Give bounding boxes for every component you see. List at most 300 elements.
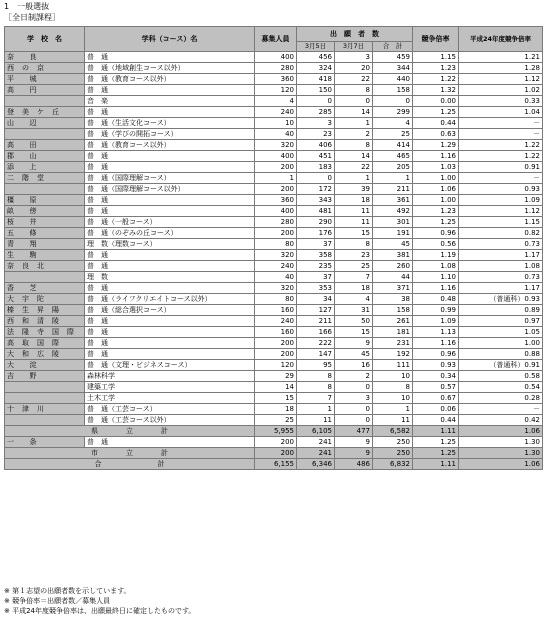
competition-ratio: 0.67 <box>413 393 459 404</box>
capacity: 80 <box>255 239 297 250</box>
capacity: 240 <box>255 316 297 327</box>
applicants-total: 25 <box>373 129 413 140</box>
applicants-total: 361 <box>373 195 413 206</box>
capacity: 80 <box>255 294 297 305</box>
applicants-mar7: 15 <box>335 327 373 338</box>
applicants-mar5: 418 <box>297 74 335 85</box>
applicants-mar7: 23 <box>335 250 373 261</box>
course-name: 普 通 <box>85 316 255 327</box>
header-row <box>5 27 543 42</box>
competition-ratio: 1.19 <box>413 250 459 261</box>
applicants-mar7: 31 <box>335 305 373 316</box>
prev-ratio: 0.58 <box>459 371 543 382</box>
total-label: 合 計 <box>5 459 255 470</box>
school-name: 二 階 堂 <box>5 173 85 184</box>
applicants-total: 371 <box>373 283 413 294</box>
competition-ratio: 1.08 <box>413 261 459 272</box>
capacity: 10 <box>255 118 297 129</box>
capacity: 360 <box>255 195 297 206</box>
table-row <box>5 250 543 261</box>
competition-ratio: 0.00 <box>413 96 459 107</box>
applicants-mar5: 1 <box>297 404 335 415</box>
prev-ratio: 1.00 <box>459 338 543 349</box>
school-name <box>5 96 85 107</box>
competition-ratio: 1.06 <box>413 184 459 195</box>
applicants-mar5: 343 <box>297 195 335 206</box>
school-name: 平 城 <box>5 74 85 85</box>
course-name: 普 通（工芸コース） <box>85 404 255 415</box>
applicants-mar7: 22 <box>335 162 373 173</box>
footnote: ※ 第１志望の出願者数を示しています。 <box>4 587 131 595</box>
school-name: 十 津 川 <box>5 404 85 415</box>
table-row <box>5 382 543 393</box>
prev-ratio: 0.93 <box>459 184 543 195</box>
applicants-mar5: 183 <box>297 162 335 173</box>
course-name: 普 通（地域創生コース以外） <box>85 63 255 74</box>
applicants-mar5: 11 <box>297 415 335 426</box>
applicants-mar5: 358 <box>297 250 335 261</box>
prev-ratio: 0.88 <box>459 349 543 360</box>
applicants-total: 0 <box>373 96 413 107</box>
table-row <box>5 393 543 404</box>
applicants-mar5: 147 <box>297 349 335 360</box>
course-name: 普 通（工芸コース以外） <box>85 415 255 426</box>
competition-ratio: 0.44 <box>413 415 459 426</box>
applicants-total: 38 <box>373 294 413 305</box>
course-name: 普 通（学びの開拓コース） <box>85 129 255 140</box>
applicants-mar7: 18 <box>335 195 373 206</box>
applicants-mar5: 456 <box>297 52 335 63</box>
applicants-total: 4 <box>373 118 413 129</box>
header-capacity: 募集人員 <box>255 27 297 52</box>
capacity: 200 <box>255 349 297 360</box>
school-name: 高 取 国 際 <box>5 338 85 349</box>
course-name: 普 通 <box>85 283 255 294</box>
school-name: 畝 傍 <box>5 206 85 217</box>
applicants-total: 1 <box>373 173 413 184</box>
capacity: 280 <box>255 217 297 228</box>
applicants-total: 301 <box>373 217 413 228</box>
total-label: 県 立 計 <box>5 426 255 437</box>
applicants-mar5: 0 <box>297 96 335 107</box>
course-name: 土木工学 <box>85 393 255 404</box>
table-row <box>5 316 543 327</box>
table-row <box>5 415 543 426</box>
competition-ratio: 1.25 <box>413 448 459 459</box>
applicants-mar7: 9 <box>335 338 373 349</box>
applicants-mar5: 222 <box>297 338 335 349</box>
table-row <box>5 173 543 184</box>
course-name: 普 通 <box>85 261 255 272</box>
school-name: 高 円 <box>5 85 85 96</box>
school-name: 大 淀 <box>5 360 85 371</box>
school-name: 法 隆 寺 国 際 <box>5 327 85 338</box>
table-row <box>5 228 543 239</box>
competition-ratio: 1.22 <box>413 74 459 85</box>
applicants-mar5: 3 <box>297 118 335 129</box>
applicants-total: 11 <box>373 415 413 426</box>
prev-ratio: 1.17 <box>459 283 543 294</box>
prev-ratio: 0.82 <box>459 228 543 239</box>
applicants-mar5: 324 <box>297 63 335 74</box>
capacity: 280 <box>255 63 297 74</box>
capacity: 200 <box>255 228 297 239</box>
header-mar5: 3月5日 <box>297 42 335 52</box>
applicants-table <box>4 26 543 470</box>
prev-ratio: 1.21 <box>459 52 543 63</box>
page-subtitle: ［全日制課程］ <box>4 13 60 22</box>
table-row <box>5 272 543 283</box>
capacity: 320 <box>255 140 297 151</box>
capacity: 25 <box>255 415 297 426</box>
applicants-mar7: 15 <box>335 228 373 239</box>
prev-ratio: 1.22 <box>459 140 543 151</box>
table-row <box>5 162 543 173</box>
prev-ratio: 1.08 <box>459 261 543 272</box>
prev-ratio: 1.12 <box>459 206 543 217</box>
competition-ratio: 1.03 <box>413 162 459 173</box>
applicants-mar7: 22 <box>335 74 373 85</box>
capacity: 200 <box>255 448 297 459</box>
capacity: 400 <box>255 151 297 162</box>
course-name: 普 通 <box>85 52 255 63</box>
capacity: 5,955 <box>255 426 297 437</box>
competition-ratio: 1.10 <box>413 272 459 283</box>
school-name: 吉 野 <box>5 371 85 382</box>
school-name: 橿 原 <box>5 195 85 206</box>
competition-ratio: 0.57 <box>413 382 459 393</box>
applicants-mar5: 241 <box>297 437 335 448</box>
prev-ratio: 1.28 <box>459 63 543 74</box>
competition-ratio: 1.32 <box>413 85 459 96</box>
capacity: 18 <box>255 404 297 415</box>
table-row <box>5 129 543 140</box>
city-total-row <box>5 448 543 459</box>
prev-ratio: 0.73 <box>459 272 543 283</box>
table-row <box>5 52 543 63</box>
capacity: 15 <box>255 393 297 404</box>
table-row <box>5 151 543 162</box>
table-row <box>5 217 543 228</box>
course-name: 普 通（文理・ビジネスコース） <box>85 360 255 371</box>
table-row <box>5 305 543 316</box>
table-row <box>5 195 543 206</box>
applicants-mar7: 45 <box>335 349 373 360</box>
school-name: 大 宇 陀 <box>5 294 85 305</box>
capacity: 200 <box>255 437 297 448</box>
prev-ratio: 0.28 <box>459 393 543 404</box>
applicants-mar7: 0 <box>335 415 373 426</box>
applicants-mar7: 0 <box>335 382 373 393</box>
applicants-mar5: 34 <box>297 294 335 305</box>
course-name: 普 通 <box>85 162 255 173</box>
applicants-mar7: 9 <box>335 448 373 459</box>
applicants-mar5: 290 <box>297 217 335 228</box>
applicants-total: 158 <box>373 305 413 316</box>
course-name: 普 通（のぞみの丘コース） <box>85 228 255 239</box>
applicants-total: 6,582 <box>373 426 413 437</box>
competition-ratio: 0.96 <box>413 349 459 360</box>
school-name <box>5 184 85 195</box>
applicants-mar7: 8 <box>335 85 373 96</box>
prefecture-total-row <box>5 426 543 437</box>
applicants-total: 10 <box>373 393 413 404</box>
applicants-mar7: 1 <box>335 118 373 129</box>
school-name: 高 田 <box>5 140 85 151</box>
applicants-total: 6,832 <box>373 459 413 470</box>
capacity: 29 <box>255 371 297 382</box>
course-name: 普 通 <box>85 195 255 206</box>
capacity: 360 <box>255 74 297 85</box>
applicants-total: 231 <box>373 338 413 349</box>
applicants-mar7: 0 <box>335 404 373 415</box>
applicants-mar7: 3 <box>335 393 373 404</box>
applicants-mar5: 285 <box>297 107 335 118</box>
prev-ratio: 1.02 <box>459 85 543 96</box>
applicants-total: 459 <box>373 52 413 63</box>
prev-ratio: 0.91 <box>459 162 543 173</box>
applicants-mar7: 9 <box>335 437 373 448</box>
prev-ratio: 1.05 <box>459 327 543 338</box>
applicants-total: 44 <box>373 272 413 283</box>
header-total: 合 計 <box>373 42 413 52</box>
prev-ratio: 1.30 <box>459 437 543 448</box>
applicants-total: 191 <box>373 228 413 239</box>
school-name: 桜 井 <box>5 217 85 228</box>
applicants-total: 381 <box>373 250 413 261</box>
prev-ratio: 0.97 <box>459 316 543 327</box>
applicants-total: 261 <box>373 316 413 327</box>
prev-ratio: 1.09 <box>459 195 543 206</box>
course-name: 建築工学 <box>85 382 255 393</box>
capacity: 160 <box>255 305 297 316</box>
applicants-mar5: 235 <box>297 261 335 272</box>
applicants-mar7: 25 <box>335 261 373 272</box>
applicants-total: 492 <box>373 206 413 217</box>
prev-ratio: 1.06 <box>459 426 543 437</box>
course-name: 普 通（国際理解コース以外） <box>85 184 255 195</box>
applicants-mar5: 353 <box>297 283 335 294</box>
table-row <box>5 74 543 85</box>
school-name: 榛 生 昇 陽 <box>5 305 85 316</box>
prev-ratio: － <box>459 404 543 415</box>
competition-ratio: 1.29 <box>413 140 459 151</box>
applicants-mar7: 39 <box>335 184 373 195</box>
prev-ratio: － <box>459 129 543 140</box>
competition-ratio: 1.15 <box>413 52 459 63</box>
applicants-mar5: 406 <box>297 140 335 151</box>
header-applicants: 出 願 者 数 <box>297 27 413 42</box>
applicants-total: 205 <box>373 162 413 173</box>
course-name: 普 通 <box>85 107 255 118</box>
applicants-total: 10 <box>373 371 413 382</box>
prev-ratio: 1.22 <box>459 151 543 162</box>
applicants-total: 45 <box>373 239 413 250</box>
capacity: 160 <box>255 327 297 338</box>
prev-ratio: － <box>459 118 543 129</box>
applicants-total: 299 <box>373 107 413 118</box>
applicants-mar7: 14 <box>335 107 373 118</box>
applicants-mar7: 11 <box>335 206 373 217</box>
applicants-total: 344 <box>373 63 413 74</box>
grand-total-row <box>5 459 543 470</box>
competition-ratio: 1.25 <box>413 217 459 228</box>
applicants-mar7: 7 <box>335 272 373 283</box>
course-name: 普 通（生活文化コース） <box>85 118 255 129</box>
course-name: 普 通（国際理解コース） <box>85 173 255 184</box>
prev-ratio: 1.30 <box>459 448 543 459</box>
capacity: 200 <box>255 338 297 349</box>
applicants-mar7: 2 <box>335 371 373 382</box>
competition-ratio: 0.93 <box>413 360 459 371</box>
applicants-total: 1 <box>373 404 413 415</box>
school-name: 奈 良 <box>5 52 85 63</box>
course-name: 普 通（一般コース） <box>85 217 255 228</box>
competition-ratio: 1.00 <box>413 195 459 206</box>
prev-ratio: － <box>459 173 543 184</box>
course-name: 普 通（教育コース以外） <box>85 74 255 85</box>
applicants-mar7: 477 <box>335 426 373 437</box>
capacity: 400 <box>255 206 297 217</box>
applicants-total: 111 <box>373 360 413 371</box>
table-row <box>5 63 543 74</box>
competition-ratio: 1.23 <box>413 206 459 217</box>
table-row <box>5 437 543 448</box>
course-name: 普 通 <box>85 250 255 261</box>
table-row <box>5 294 543 305</box>
prev-ratio: 1.04 <box>459 107 543 118</box>
header-ratio: 競争倍率 <box>413 27 459 52</box>
school-name <box>5 272 85 283</box>
table-row <box>5 107 543 118</box>
school-name: 西 の 京 <box>5 63 85 74</box>
competition-ratio: 1.13 <box>413 327 459 338</box>
competition-ratio: 0.06 <box>413 404 459 415</box>
total-label: 市 立 計 <box>5 448 255 459</box>
competition-ratio: 1.16 <box>413 283 459 294</box>
prev-ratio: （普通科）0.93 <box>459 294 543 305</box>
course-name: 普 通（教育コース以外） <box>85 140 255 151</box>
applicants-mar7: 14 <box>335 151 373 162</box>
capacity: 200 <box>255 162 297 173</box>
competition-ratio: 1.00 <box>413 173 459 184</box>
competition-ratio: 0.99 <box>413 305 459 316</box>
capacity: 240 <box>255 261 297 272</box>
table-row <box>5 360 543 371</box>
course-name: 理 数（理数コース） <box>85 239 255 250</box>
applicants-mar5: 8 <box>297 371 335 382</box>
applicants-mar7: 8 <box>335 239 373 250</box>
table-row <box>5 404 543 415</box>
course-name: 音 楽 <box>85 96 255 107</box>
school-name <box>5 415 85 426</box>
school-name: 五 條 <box>5 228 85 239</box>
applicants-mar5: 6,105 <box>297 426 335 437</box>
applicants-mar5: 176 <box>297 228 335 239</box>
competition-ratio: 0.96 <box>413 228 459 239</box>
competition-ratio: 0.48 <box>413 294 459 305</box>
applicants-total: 414 <box>373 140 413 151</box>
school-name: 登 美 ケ 丘 <box>5 107 85 118</box>
applicants-mar5: 127 <box>297 305 335 316</box>
prev-ratio: 0.33 <box>459 96 543 107</box>
applicants-total: 250 <box>373 437 413 448</box>
applicants-mar7: 1 <box>335 173 373 184</box>
course-name: 普 通 <box>85 206 255 217</box>
competition-ratio: 0.63 <box>413 129 459 140</box>
applicants-mar7: 0 <box>335 96 373 107</box>
applicants-mar5: 7 <box>297 393 335 404</box>
capacity: 14 <box>255 382 297 393</box>
table-row <box>5 118 543 129</box>
applicants-mar5: 166 <box>297 327 335 338</box>
applicants-total: 465 <box>373 151 413 162</box>
school-name: 香 芝 <box>5 283 85 294</box>
footnotes <box>4 586 195 616</box>
school-name: 添 上 <box>5 162 85 173</box>
page-title: 1 一般選抜 <box>4 2 50 11</box>
competition-ratio: 1.11 <box>413 459 459 470</box>
applicants-total: 8 <box>373 382 413 393</box>
applicants-mar5: 37 <box>297 272 335 283</box>
course-name: 普 通 <box>85 349 255 360</box>
prev-ratio: 0.54 <box>459 382 543 393</box>
applicants-mar5: 211 <box>297 316 335 327</box>
prev-ratio: 0.73 <box>459 239 543 250</box>
applicants-mar5: 0 <box>297 173 335 184</box>
table-row <box>5 184 543 195</box>
school-name: 西 和 清 陵 <box>5 316 85 327</box>
header-prev-ratio: 平成24年度競争倍率 <box>459 27 543 52</box>
capacity: 320 <box>255 283 297 294</box>
applicants-mar5: 481 <box>297 206 335 217</box>
prev-ratio: 1.12 <box>459 74 543 85</box>
capacity: 4 <box>255 96 297 107</box>
header-mar7: 3月7日 <box>335 42 373 52</box>
table-row <box>5 338 543 349</box>
competition-ratio: 1.16 <box>413 151 459 162</box>
table-row <box>5 96 543 107</box>
applicants-mar7: 18 <box>335 283 373 294</box>
school-name: 青 翔 <box>5 239 85 250</box>
capacity: 120 <box>255 360 297 371</box>
school-name: 山 辺 <box>5 118 85 129</box>
capacity: 120 <box>255 85 297 96</box>
applicants-mar5: 6,346 <box>297 459 335 470</box>
competition-ratio: 1.16 <box>413 338 459 349</box>
competition-ratio: 0.44 <box>413 118 459 129</box>
competition-ratio: 1.23 <box>413 63 459 74</box>
prev-ratio: 1.06 <box>459 459 543 470</box>
course-name: 森林科学 <box>85 371 255 382</box>
course-name: 普 通 <box>85 85 255 96</box>
applicants-mar7: 2 <box>335 129 373 140</box>
applicants-mar7: 4 <box>335 294 373 305</box>
school-name <box>5 393 85 404</box>
applicants-mar5: 8 <box>297 382 335 393</box>
school-name <box>5 129 85 140</box>
applicants-mar7: 486 <box>335 459 373 470</box>
school-name: 一 条 <box>5 437 85 448</box>
course-name: 普 通 <box>85 151 255 162</box>
applicants-total: 440 <box>373 74 413 85</box>
competition-ratio: 0.56 <box>413 239 459 250</box>
competition-ratio: 1.11 <box>413 426 459 437</box>
competition-ratio: 1.25 <box>413 107 459 118</box>
prev-ratio: 0.42 <box>459 415 543 426</box>
capacity: 40 <box>255 129 297 140</box>
course-name: 普 通（総合選択コース） <box>85 305 255 316</box>
